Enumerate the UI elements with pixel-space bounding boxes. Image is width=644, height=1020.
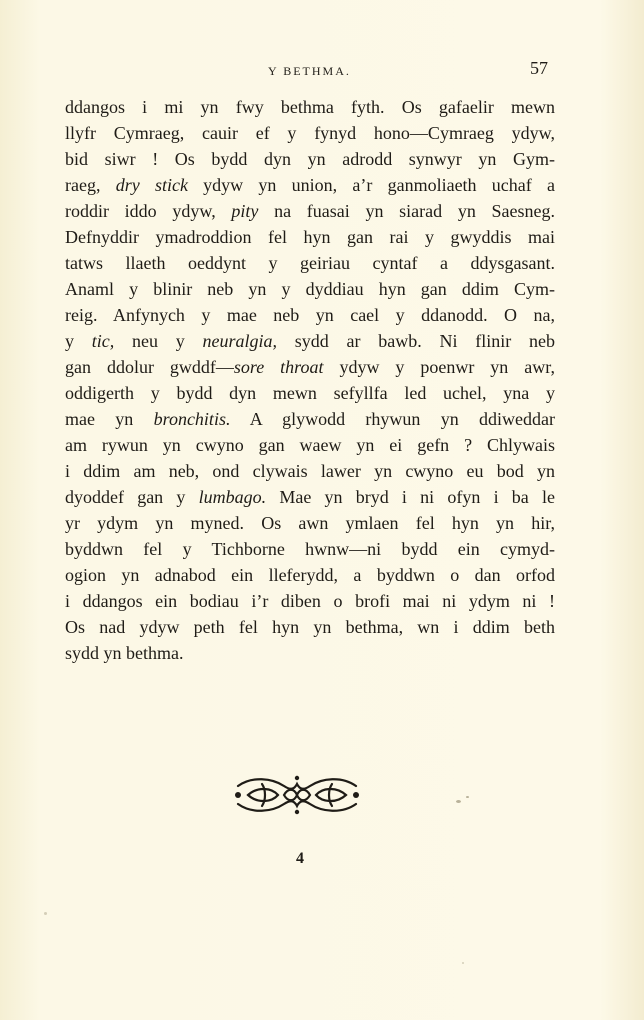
text-line: mae yn bronchitis. A glywodd rhywun yn ddiweddar	[65, 409, 555, 429]
text-line: sydd yn bethma.	[65, 643, 184, 663]
body-text	[65, 94, 555, 666]
text-line: y tic, neu y neuralgia, sydd ar bawb. Ni flinir neb	[65, 331, 555, 351]
running-title: Y BETHMA.	[268, 64, 351, 78]
text-line: dyoddef gan y lumbago. Mae yn bryd i ni ofyn i ba le	[65, 487, 555, 507]
text-line: bid siwr ! Os bydd dyn yn adrodd synwyr yn Gym-	[65, 149, 555, 169]
text-line: gan ddolur gwddf—sore throat ydyw y poenwr yn awr,	[65, 357, 556, 377]
paper-speck	[462, 962, 464, 964]
text-line: ddangos i mi yn fwy bethma fyth. Os gafaelir mewn	[65, 97, 555, 117]
text-line: roddir iddo ydyw, pity na fuasai yn siarad yn Saesneg.	[65, 201, 555, 221]
text-line: raeg, dry stick ydyw yn union, a’r ganmoliaeth uchaf a	[65, 175, 555, 195]
text-line: llyfr Cymraeg, cauir ef y fynyd hono—Cymraeg ydyw,	[65, 123, 555, 143]
text-line: yr ydym yn myned. Os awn ymlaen fel hyn yn hir,	[65, 513, 555, 533]
text-line: Anaml y blinir neb yn y dyddiau hyn gan ddim Cym-	[65, 279, 555, 299]
text-line: Os nad ydyw peth fel hyn yn bethma, wn i ddim beth	[65, 617, 555, 637]
text-line: i ddim am neb, ond clywais lawer yn cwyno eu bod yn	[65, 461, 555, 481]
paper-speck	[44, 912, 47, 915]
running-head	[0, 58, 644, 84]
text-line: am rywun yn cwyno gan waew yn ei gefn ? Chlywais	[65, 435, 555, 455]
page-number: 57	[530, 58, 548, 78]
text-line: reig. Anfynych y mae neb yn cael y ddanodd. O na,	[65, 305, 555, 325]
signature-mark: 4	[296, 850, 304, 867]
paper-speck	[466, 796, 469, 798]
paper-speck	[456, 800, 461, 803]
text-line: oddigerth y bydd dyn mewn sefyllfa led uchel, yna y	[65, 383, 555, 403]
text-line: byddwn fel y Tichborne hwnw—ni bydd ein cymyd-	[65, 539, 555, 559]
text-line: tatws llaeth oeddynt y geiriau cyntaf a ddysgasant.	[65, 253, 555, 273]
text-line: Defnyddir ymadroddion fel hyn gan rai y gwyddis mai	[65, 227, 555, 247]
tailpiece-ornament-icon	[232, 772, 362, 818]
text-line: ogion yn adnabod ein lleferydd, a byddwn o dan orfod	[65, 565, 555, 585]
text-line: i ddangos ein bodiau i’r diben o brofi mai ni ydym ni !	[65, 591, 555, 611]
